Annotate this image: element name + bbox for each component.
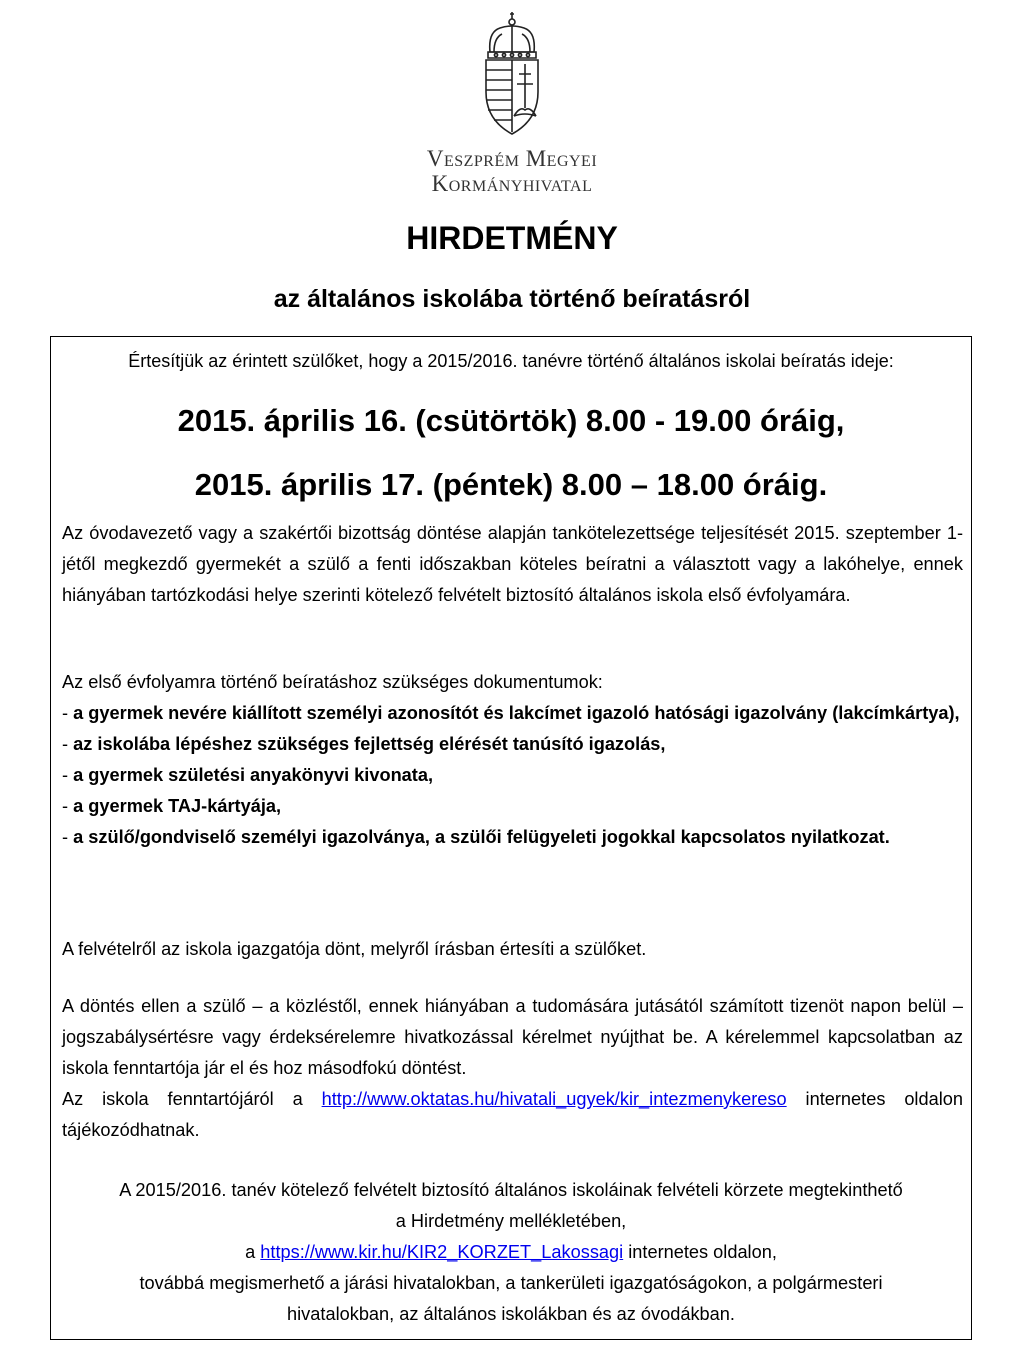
org-name-line1: Veszprém Megyei <box>426 146 598 171</box>
enrollment-date-2: 2015. április 17. (péntek) 8.00 – 18.00 óráig. <box>194 467 828 502</box>
document-item: - az iskolába lépéshez szükséges fejlettség elérését tanúsító igazolás, <box>62 734 666 754</box>
oktatas-link[interactable]: http://www.oktatas.hu/hivatali_ugyek/kir_intezmenykereso <box>321 1089 787 1109</box>
notice-box <box>50 336 972 1340</box>
page-title: HIRDETMÉNY <box>406 220 618 256</box>
maintainer-paragraph: Az iskola fenntartójáról a http://www.oktatas.hu/hivatali_ugyek/kir_intezmenykereso internetes oldalon tájékozódhatnak. <box>62 1089 963 1140</box>
documents-section <box>62 667 963 853</box>
page-subtitle: az általános iskolába történő beíratásról <box>273 285 751 313</box>
document-item: - a gyermek TAJ-kártyája, <box>62 796 282 816</box>
decision-paragraph: A felvételről az iskola igazgatója dönt, melyről írásban értesíti a szülőket. <box>62 939 647 959</box>
district-line: hivatalokban, az általános iskolákban és az óvodákban. <box>287 1304 735 1324</box>
documents-intro: Az első évfolyamra történő beíratáshoz szükséges dokumentumok: <box>62 672 603 692</box>
kir-link[interactable]: https://www.kir.hu/KIR2_KORZET_Lakossagi <box>260 1242 624 1262</box>
district-line: továbbá megismerhető a járási hivatalokban, a tankerületi igazgatóságokon, a polgármesteri <box>139 1273 883 1293</box>
enrollment-date-1: 2015. április 16. (csütörtök) 8.00 - 19.00 óráig, <box>177 403 845 438</box>
document-item: - a gyermek nevére kiállított személyi azonosítót és lakcímet igazoló hatósági igazolvány (lakcímkártya), <box>62 703 960 723</box>
district-line: a Hirdetmény mellékletében, <box>395 1211 627 1231</box>
org-name-line2: Kormányhivatal <box>431 171 593 196</box>
appeal-paragraph: A döntés ellen a szülő – a közléstől, ennek hiányában a tudomására jutásától számított tizenöt napon belül – jogszabálysértésre vagy érdeksérelemre hivatkozással kérelmet nyújthat be. A kérelemmel kapcsolatban az iskola fenntartója jár el és hoz másodfokú döntést. <box>62 996 963 1078</box>
district-line: A 2015/2016. tanév kötelező felvételt biztosító általános iskoláinak felvételi körzete megtekinthető <box>119 1180 903 1200</box>
document-item: - a gyermek születési anyakönyvi kivonata, <box>62 765 434 785</box>
hungarian-coat-of-arms-logo <box>480 12 544 136</box>
obligation-paragraph: Az óvodavezető vagy a szakértői bizottság döntése alapján tankötelezettsége teljesítését 2015. szeptember 1-jétől megkezdő gyermekét a szülő a fenti időszakban köteles beíratni a választott vagy a lakóhelye, ennek hiányában tartózkodási helye szerinti kötelező felvételt biztosító általános iskola első évfolyamára. <box>62 523 963 605</box>
appeal-section <box>62 991 963 1146</box>
district-line: a https://www.kir.hu/KIR2_KORZET_Lakossagi internetes oldalon, <box>245 1242 777 1262</box>
district-section <box>51 1175 971 1330</box>
document-item: - a szülő/gondviselő személyi igazolványa, a szülői felügyeleti jogokkal kapcsolatos nyilatkozat. <box>62 827 890 847</box>
issuer-organization <box>0 146 1024 196</box>
notice-intro: Értesítjük az érintett szülőket, hogy a 2015/2016. tanévre történő általános iskolai beíratás ideje: <box>128 351 894 371</box>
